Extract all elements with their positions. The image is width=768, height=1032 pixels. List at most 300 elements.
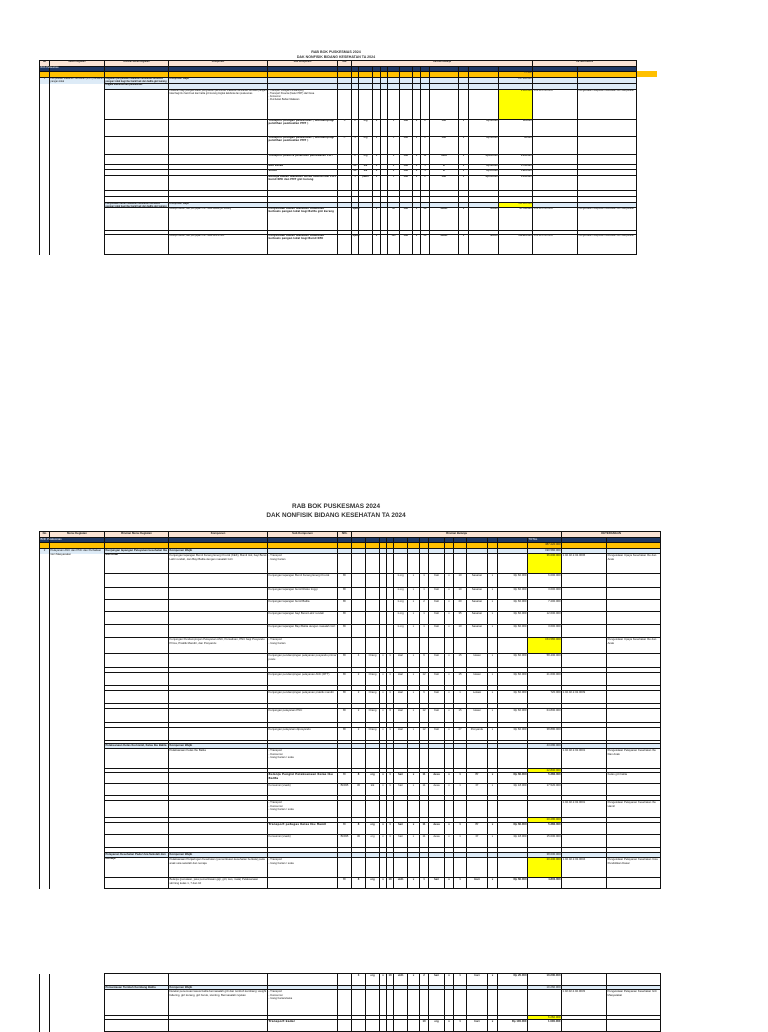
account-code-text: 1.02.02.2.02.0033 (533, 207, 553, 211)
sub-komponen-text: Kue Kotak (268, 164, 284, 168)
line-total (528, 749, 562, 769)
cost-cell (413, 235, 421, 255)
cost-cell (387, 878, 394, 889)
cost-cell (359, 90, 373, 120)
cost-cell (488, 858, 498, 878)
cost-cell (488, 749, 498, 769)
cost-cell-text: x (448, 672, 450, 677)
sub-komponen (268, 728, 338, 741)
cost-cell (429, 990, 445, 1016)
cost-cell-text: kasus (440, 207, 448, 211)
cost-cell (408, 638, 420, 654)
cost-cell-text: x (448, 877, 450, 882)
komponen-text: Komponen Wajib (169, 202, 189, 206)
cost-cell (352, 600, 366, 612)
cost-cell (445, 709, 454, 723)
cost-cell-text: x (375, 164, 378, 168)
cost-cell (498, 728, 528, 741)
cost-cell-text: x (462, 164, 465, 168)
table-row (40, 588, 661, 600)
cost-cell (454, 728, 467, 741)
line-total-text: 190.580.000 (545, 548, 561, 553)
cost-cell-text: x (412, 653, 415, 658)
cost-cell-text: Kali (434, 727, 439, 732)
menu-kegiatan (50, 600, 105, 612)
cost-cell-text: x (491, 772, 494, 777)
komponen (169, 773, 268, 784)
cost-cell-text: Hari (397, 708, 404, 713)
cost-cell-text: Lokasi (472, 690, 482, 695)
komponen-text: Kunjungan Pendampingan Pelayanan ANC, Persalinan, PNC bagi Posyandu Prima, Praktik Mandiri, dan Posyandu (169, 637, 265, 645)
sdl-text: BI (343, 587, 346, 592)
account-code-text: 1.02.02.2.02.0033 (533, 234, 553, 238)
cost-cell-text: 2 (423, 599, 425, 604)
cost-cell-text: x (382, 772, 384, 777)
cost-cell-text: 35 (458, 611, 462, 616)
komponen-text: Kunjungan lapangan Bumil Kurang Energi Kronik (KEK), Bumil risti, bayi Berat Lahir rendah, dan Bayi Balita dengan masalah Gizi (169, 553, 267, 561)
cost-cell (454, 691, 467, 704)
sub-komponen-text: Penyediaan bahan makanan tambahan berbasis pangan lokal bagi Balita gizi kurang (268, 207, 334, 214)
cost-cell-text: 2 (357, 727, 360, 732)
line-total-text: 123.820.000 (518, 234, 532, 238)
cost-cell (394, 784, 408, 796)
cost-cell (387, 990, 394, 1016)
cost-cell-text: Hari (474, 877, 480, 882)
cost-cell (421, 137, 430, 155)
cost-cell-text: Rp 60.000 (513, 672, 527, 677)
cost-cell (467, 574, 488, 588)
cost-cell (380, 574, 387, 588)
cost-cell (366, 835, 380, 848)
sub-komponen (268, 588, 338, 600)
cost-cell (420, 588, 429, 600)
cost-cell (366, 673, 380, 686)
cost-cell-text: hari (474, 973, 480, 978)
cost-cell-text: Kali (434, 624, 439, 629)
cost-cell-text: x (412, 611, 415, 616)
cost-cell (445, 654, 454, 668)
cost-cell-text: 1 (392, 119, 395, 123)
cost-cell (445, 878, 454, 889)
account-code-text: 1.02.02.2.02.0006 (562, 553, 586, 558)
cost-cell-text: Rp 60.000 (513, 822, 527, 827)
cost-cell-text: Pr (475, 783, 479, 788)
sdl (338, 858, 352, 878)
cost-cell-text: 1 (423, 573, 425, 578)
keterangan (578, 137, 637, 155)
cost-cell (366, 638, 380, 654)
komponen (169, 858, 268, 878)
cost-cell (420, 574, 429, 588)
row-number-text: 2 (43, 548, 46, 553)
cost-cell-text: x (462, 175, 465, 179)
cost-cell-text: hari (403, 136, 409, 140)
cost-cell (381, 137, 388, 155)
cost-cell (380, 625, 387, 638)
cost-cell-text: 15 (458, 672, 462, 677)
line-total (528, 612, 562, 625)
menu-kegiatan (50, 835, 105, 848)
line-total-text: 5.280.000 (548, 772, 561, 777)
sdl-text: BOKB (340, 834, 349, 839)
keterangan (607, 588, 661, 600)
cost-cell (488, 835, 498, 848)
rincian-menu (105, 853, 169, 858)
cost-cell (420, 638, 429, 654)
account-code (562, 673, 607, 686)
sdl (338, 990, 352, 1016)
cost-cell-text: 1 (459, 822, 461, 827)
cost-cell (380, 709, 387, 723)
sdl (338, 691, 352, 704)
table-row (40, 137, 637, 155)
line-total-text: 1.400.000 (520, 175, 532, 179)
cost-cell (429, 878, 445, 889)
sub-komponen-text: - Transport - Konsumsi - Uang harian / suka (268, 748, 294, 759)
row-number (40, 784, 50, 796)
cost-cell-text: 1 org (397, 611, 404, 616)
cost-cell (352, 588, 366, 600)
cost-cell-text: org (370, 822, 375, 827)
cost-cell-text: hari (433, 973, 440, 978)
sdl-text: BI (343, 653, 346, 658)
cost-cell (429, 974, 445, 986)
cost-cell-text: hari (441, 119, 447, 123)
cost-cell-text: hari (403, 175, 409, 179)
budget-table-page-3 (39, 973, 661, 1032)
cost-cell-text: x (412, 772, 415, 777)
cost-cell-text: 1 (423, 611, 425, 616)
cost-cell (454, 1020, 467, 1032)
cost-cell (429, 709, 445, 723)
cost-cell-text: Rp 36.000 (486, 164, 498, 168)
cost-cell (498, 858, 528, 878)
cost-cell-text: x (448, 624, 450, 629)
cost-cell (498, 835, 528, 848)
row-number (40, 554, 50, 574)
sdl-text: BOKB (340, 783, 349, 788)
cost-cell (352, 990, 366, 1016)
cost-cell (408, 773, 420, 784)
komponen (169, 588, 268, 600)
cost-cell-text: x (448, 573, 450, 578)
sdl (338, 155, 352, 165)
cost-cell-text: 12 (422, 727, 426, 732)
cost-cell-text: 1 org (397, 587, 404, 592)
cost-cell (387, 600, 394, 612)
sub-komponen-text: Belanja bahan makanan untuk demostrasi PMT bumil KEK dan PMT gizi kurang (268, 175, 337, 182)
cost-cell (445, 574, 454, 588)
sub-komponen-text: Kunjungan pendampingan pelayanan ANC (RTT) (268, 672, 330, 677)
cost-cell (429, 728, 445, 741)
row-number (40, 835, 50, 848)
cost-cell (352, 176, 359, 191)
keterangan-text: Pengelolaan Pelayanan Kesehatan Gizi Masyarakat (607, 989, 657, 997)
komponen-text: Deteksi penemuan kasus balita bermasalah gizi dan tumbuh kembang: weight faltering, gizi kurang, gizi buruk, stunting, Bermasalah rujukan (169, 989, 267, 997)
cost-cell (498, 625, 528, 638)
rincian-menu (105, 858, 169, 878)
table-row (40, 625, 661, 638)
cost-cell (387, 728, 394, 741)
cost-cell (429, 773, 445, 784)
rincian-menu-text: Kegiatan penyediaan makanan tambahan berbasis pangan lokal bagi ibu hamil kek dan balita gizi kurang tingkat kab/kota dan puskesmas (105, 77, 167, 86)
table-row (40, 835, 661, 848)
cost-cell (467, 974, 488, 986)
menu-kegiatan (50, 654, 105, 668)
cost-cell-text: Kali (434, 708, 439, 713)
cost-cell-text: Kali (434, 599, 439, 604)
cost-cell-text: 28 (423, 234, 427, 238)
cost-cell-text: 12 (422, 672, 426, 677)
cost-cell (429, 638, 445, 654)
header-rincian-text: Rincian Menu Kegiatan (121, 531, 152, 536)
cost-cell (381, 176, 388, 191)
cost-cell (394, 588, 408, 600)
sub-komponen-text: Kunjungan pelayanan PNC (268, 708, 303, 713)
cost-cell (454, 709, 467, 723)
cost-cell (352, 823, 366, 835)
cost-cell-text: ktk (370, 783, 375, 788)
cost-cell (488, 625, 498, 638)
cost-cell-text: Hari (397, 690, 404, 695)
cost-cell (387, 554, 394, 574)
cost-cell (380, 878, 387, 889)
cost-cell (388, 235, 400, 255)
cost-cell (408, 625, 420, 638)
keterangan-text: Kelas gizi balita (607, 772, 628, 777)
cost-cell (498, 654, 528, 668)
cost-cell-text: 6 (423, 690, 425, 695)
komponen (169, 728, 268, 741)
cost-cell (469, 176, 499, 191)
row-number (40, 625, 50, 638)
cost-cell-text: x (491, 1019, 494, 1024)
komponen-text: Komponen Wajib (169, 77, 189, 81)
cost-cell (498, 709, 528, 723)
header-komp-text: Komponen (210, 531, 226, 536)
cost-cell (459, 137, 469, 155)
sub-komponen (268, 654, 338, 668)
cost-cell (380, 1020, 387, 1032)
cost-cell (498, 990, 528, 1016)
cost-cell (388, 120, 400, 137)
cost-cell-text: sklh (397, 877, 404, 882)
cost-cell-text: x (375, 119, 378, 123)
account-code-text: 1.02.02.2.02.0001 (562, 800, 586, 805)
cost-cell-text: lokasi (473, 672, 481, 677)
line-total (499, 155, 533, 165)
cost-cell-text: x (491, 599, 494, 604)
cost-cell-text: x (415, 136, 418, 140)
cost-cell (454, 588, 467, 600)
cost-cell (381, 90, 388, 120)
cost-cell (467, 625, 488, 638)
sub-komponen-text: Transport kader (268, 1019, 296, 1024)
line-total-text: 6.000.000 (548, 573, 561, 578)
cost-cell (352, 654, 366, 668)
cost-cell-text: 1 (459, 1019, 461, 1024)
keterangan (607, 709, 661, 723)
cost-cell (467, 728, 488, 741)
account-code-text: 1.02.02.2.02.0009 (562, 690, 586, 695)
sdl-text: BI (343, 772, 346, 777)
account-code (562, 990, 607, 1016)
cost-cell (467, 801, 488, 818)
table-row (40, 784, 661, 796)
cost-cell (420, 625, 429, 638)
cost-cell-text: 30 (392, 207, 395, 211)
cost-cell (488, 654, 498, 668)
cost-cell (366, 728, 380, 741)
cost-cell (394, 638, 408, 654)
page-1-title: RAB BOK PUSKESMAS 2024 (311, 50, 361, 54)
row-number (40, 176, 50, 191)
cost-cell (352, 858, 366, 878)
cost-cell (454, 990, 467, 1016)
cost-cell (488, 638, 498, 654)
keterangan (607, 554, 661, 574)
cost-cell (359, 208, 373, 231)
keterangan-text: Pengelolaan Pelayanan Kesehatan Ibu Hamil (607, 800, 656, 808)
cost-cell-text: Rp700.000 (485, 175, 498, 179)
line-total-text: 17.520.000 (546, 783, 561, 788)
cost-cell-text: 2 (423, 973, 425, 978)
cost-cell (420, 728, 429, 741)
cost-cell-text: x (412, 690, 415, 695)
cost-cell (408, 588, 420, 600)
table-row (40, 673, 661, 686)
rincian-menu (105, 878, 169, 889)
table-row (40, 709, 661, 723)
cost-cell-text: 6 (423, 653, 425, 658)
row-number (40, 709, 50, 723)
table-row (40, 208, 637, 231)
cost-cell-text: lokasi (473, 653, 481, 658)
cost-cell-text: org (370, 834, 375, 839)
cost-cell (373, 208, 381, 231)
cost-cell-text: 1 (389, 772, 391, 777)
sub-komponen-text: Kunjungan pendampingan pelayanan praktik mandiri (268, 690, 334, 695)
menu-kegiatan (50, 155, 105, 165)
sub-komponen (268, 858, 338, 878)
cost-cell (408, 784, 420, 796)
cost-cell (469, 90, 499, 120)
cost-cell-text: x (462, 207, 465, 211)
account-code (533, 176, 578, 191)
page-2-title: RAB BOK PUSKESMAS 2024 (291, 503, 381, 510)
cost-cell (445, 823, 454, 835)
table-row (40, 638, 661, 654)
cost-cell-text: kl (443, 164, 445, 168)
cost-cell (400, 90, 413, 120)
cost-cell (454, 858, 467, 878)
cost-cell-text: x (412, 624, 415, 629)
sub-komponen (268, 823, 338, 835)
sdl (338, 554, 352, 574)
cost-cell (408, 974, 420, 986)
table-row (40, 823, 661, 835)
row-number (40, 1020, 50, 1032)
menu-kegiatan (50, 773, 105, 784)
cost-cell-text: x (448, 708, 450, 713)
account-code (562, 823, 607, 835)
table-row (40, 878, 661, 889)
cost-cell (430, 120, 459, 137)
cost-cell-text: x (448, 973, 450, 978)
cost-cell-text: Rp100.000 (485, 154, 498, 158)
sdl-text: BI (343, 822, 346, 827)
cost-cell-text: Pr (475, 834, 479, 839)
line-total-text: 58.400.000 (546, 653, 561, 658)
sub-komponen-text: Snack (268, 169, 278, 173)
cost-cell (394, 990, 408, 1016)
komponen (169, 749, 268, 769)
cost-cell (359, 235, 373, 255)
sdl (338, 625, 352, 638)
cost-cell-text: 80 (353, 169, 357, 173)
sub-komponen (268, 235, 338, 255)
cost-cell-text: x (491, 624, 494, 629)
cost-cell (445, 858, 454, 878)
cost-cell (366, 773, 380, 784)
row-number (40, 574, 50, 588)
keterangan (607, 773, 661, 784)
account-code (533, 120, 578, 137)
cost-cell (445, 773, 454, 784)
line-total (528, 691, 562, 704)
cost-cell (380, 612, 387, 625)
keterangan-text: Pengelolaan Pelayanan Kesehatan Usia Pendidikan Dasar (607, 857, 658, 865)
sub-komponen-text: Kunjungan pelayanan diposyandu (268, 727, 311, 732)
sdl-text: BI (343, 877, 346, 882)
cost-cell-text: x (412, 822, 415, 827)
komponen-text: Komponen Wajib (169, 852, 193, 857)
sdl-text: BI (343, 624, 346, 629)
cost-cell (429, 600, 445, 612)
cost-cell (429, 673, 445, 686)
keterangan (607, 673, 661, 686)
sub-komponen (268, 208, 338, 231)
cost-cell (387, 625, 394, 638)
line-total-text: 10.200.000 (546, 973, 561, 978)
sub-komponen-text: - Transport - Konsumsi - Uang harian/suka (268, 989, 293, 1000)
cost-cell (429, 858, 445, 878)
keterangan (578, 208, 637, 231)
line-total (499, 235, 533, 255)
cost-cell-text: 1 (392, 175, 395, 179)
cost-cell-text: Kali (434, 611, 439, 616)
cost-cell-text: x (375, 136, 378, 140)
cost-cell (366, 554, 380, 574)
komponen (169, 554, 268, 574)
cost-cell (498, 974, 528, 986)
section-total-text: TOTAL (528, 537, 538, 542)
cost-cell (498, 749, 528, 769)
rincian-menu (105, 78, 169, 84)
cost-cell-text: x (382, 877, 384, 882)
cost-cell (381, 120, 388, 137)
cost-cell (488, 823, 498, 835)
rincian-menu (105, 235, 169, 255)
cost-cell-text: x (415, 175, 418, 179)
header-keterangan-text: KETERANGAN (601, 531, 621, 536)
keterangan (607, 600, 661, 612)
cost-cell (387, 835, 394, 848)
keterangan (607, 990, 661, 1016)
komponen (169, 654, 268, 668)
cost-cell-text: x (415, 154, 418, 158)
cost-cell-text: Rp 60.000 (513, 727, 527, 732)
